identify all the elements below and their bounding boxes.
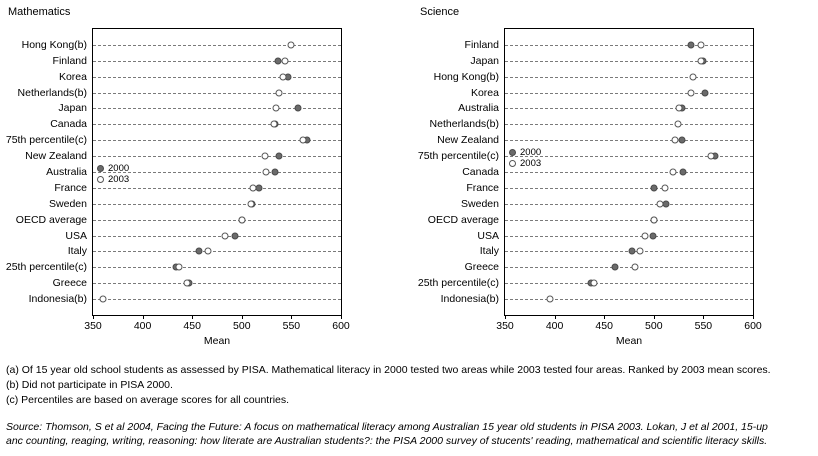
x-axis-title: Mean [203, 335, 231, 347]
footnote-b: (b) Did not participate in PISA 2000. [6, 379, 173, 391]
x-axis-title: Mean [615, 335, 643, 347]
gridline [93, 77, 341, 78]
category-label: Sweden [49, 197, 87, 210]
data-point-2003 [221, 232, 228, 239]
data-point-2003 [688, 89, 695, 96]
gridline [93, 93, 341, 94]
gridline [93, 45, 341, 46]
gridline [505, 204, 753, 205]
x-tick [341, 315, 342, 319]
source-line-2: anc counting, reaging, writing, reasoning: how literate are Australian students?: the PISA 2000 survey of stucents' reading, mathematical and scientific literacy skills. [6, 435, 768, 447]
data-point-2003 [708, 153, 715, 160]
category-label: OECD average [427, 213, 499, 226]
data-point-2003 [641, 232, 648, 239]
gridline [93, 267, 341, 268]
data-point-2003 [636, 248, 643, 255]
data-point-2003 [205, 248, 212, 255]
legend-label: 2003 [520, 158, 542, 170]
data-point-2003 [674, 121, 681, 128]
category-label: Hong Kong(b) [433, 70, 499, 83]
data-point-2003 [184, 280, 191, 287]
data-point-2003 [262, 169, 269, 176]
category-label: Greece [52, 277, 87, 290]
data-point-2000 [688, 41, 695, 48]
gridline [505, 108, 753, 109]
legend-item [509, 158, 541, 169]
data-point-2000 [271, 169, 278, 176]
chart-title-mathematics: Mathematics [8, 6, 71, 18]
data-point-2003 [247, 200, 254, 207]
gridline [93, 251, 341, 252]
gridline [505, 236, 753, 237]
gridline [505, 124, 753, 125]
category-label: Italy [479, 245, 499, 258]
category-label: Finland [52, 54, 87, 67]
category-label: OECD average [15, 213, 87, 226]
x-tick [753, 315, 754, 319]
category-label: Italy [67, 245, 87, 258]
category-label: New Zealand [25, 150, 87, 163]
x-tick [93, 315, 94, 319]
category-label: 75th percentile(c) [5, 134, 87, 147]
category-label: Australia [458, 102, 499, 115]
data-point-2000 [275, 153, 282, 160]
gridline [93, 299, 341, 300]
data-point-2000 [612, 264, 619, 271]
gridline [505, 283, 753, 284]
gridline [505, 93, 753, 94]
data-point-2003 [300, 137, 307, 144]
data-point-2000 [649, 232, 656, 239]
category-label: 25th percentile(c) [417, 277, 499, 290]
legend-marker-2003-icon [509, 160, 516, 167]
x-tick-label: 600 [744, 320, 762, 332]
data-point-2000 [231, 232, 238, 239]
category-label: Netherlands(b) [17, 86, 87, 99]
category-label: Canada [462, 166, 499, 178]
data-point-2003 [650, 216, 657, 223]
data-point-2000 [196, 248, 203, 255]
footnotes [6, 363, 812, 408]
legend-item [97, 163, 129, 174]
category-label: Australia [46, 166, 87, 178]
gridline [93, 172, 341, 173]
legend-marker-2000-icon [97, 165, 104, 172]
source-label: Source: [6, 421, 43, 433]
data-point-2003 [261, 153, 268, 160]
data-point-2003 [238, 216, 245, 223]
gridline [505, 140, 753, 141]
category-label: Greece [464, 261, 499, 274]
x-tick-label: 350 [496, 320, 514, 332]
gridline [93, 236, 341, 237]
x-tick-label: 500 [233, 320, 251, 332]
data-point-2003 [669, 169, 676, 176]
x-tick [555, 315, 556, 319]
legend-marker-2003-icon [97, 176, 104, 183]
data-point-2000 [628, 248, 635, 255]
data-point-2000 [255, 184, 262, 191]
data-point-2003 [690, 73, 697, 80]
category-label: 75th percentile(c) [417, 150, 499, 163]
data-point-2003 [591, 280, 598, 287]
data-point-2003 [671, 137, 678, 144]
gridline [505, 188, 753, 189]
x-tick-label: 450 [183, 320, 201, 332]
data-point-2003 [280, 73, 287, 80]
x-tick-label: 400 [545, 320, 564, 332]
chart-panel-mathematics [0, 0, 400, 350]
data-point-2003 [661, 184, 668, 191]
category-label: France [54, 181, 87, 194]
legend-marker-2000-icon [509, 149, 516, 156]
x-tick [505, 315, 506, 319]
category-label: New Zealand [437, 134, 499, 147]
data-point-2000 [650, 184, 657, 191]
gridline [505, 172, 753, 173]
gridline [93, 156, 341, 157]
x-tick-label: 400 [133, 320, 152, 332]
data-point-2003 [282, 57, 289, 64]
data-point-2000 [295, 105, 302, 112]
category-label: Indonesia(b) [440, 293, 499, 306]
legend-item [97, 174, 129, 185]
gridline [93, 220, 341, 221]
category-label: France [466, 181, 499, 194]
data-point-2000 [679, 169, 686, 176]
data-point-2003 [272, 105, 279, 112]
data-point-2003 [276, 89, 283, 96]
x-tick-label: 600 [332, 320, 350, 332]
source-line-1: Thomson, S et al 2004, Facing the Future: A focus on mathematical literacy among Australian 15 year old students in PISA 2003. Lokan, J et al 2001, 15-up [45, 421, 768, 433]
legend-label: 2000 [108, 163, 130, 174]
x-tick [604, 315, 605, 319]
gridline [505, 45, 753, 46]
data-point-2000 [702, 89, 709, 96]
x-tick [242, 315, 243, 319]
category-label: Hong Kong(b) [21, 38, 87, 51]
data-point-2003 [270, 121, 277, 128]
gridline [93, 204, 341, 205]
data-point-2000 [274, 57, 281, 64]
gridline [93, 124, 341, 125]
footnote-a: (a) Of 15 year old school students as assessed by PISA. Mathematical literacy in 2000 tested two areas while 2003 tested four areas. Ranked by 2003 mean scores. [6, 364, 771, 376]
data-point-2000 [678, 137, 685, 144]
category-label: Netherlands(b) [429, 118, 499, 131]
legend [97, 163, 129, 185]
legend-label: 2003 [108, 174, 130, 185]
data-point-2003 [99, 296, 106, 303]
category-label: Japan [58, 102, 87, 115]
chart-panel-science [412, 0, 812, 350]
category-label: 25th percentile(c) [5, 261, 87, 274]
data-point-2003 [656, 200, 663, 207]
x-tick [192, 315, 193, 319]
x-tick [291, 315, 292, 319]
x-tick-label: 450 [595, 320, 613, 332]
category-label: Japan [470, 54, 499, 67]
category-label: Korea [58, 70, 87, 83]
gridline [93, 283, 341, 284]
footnote-c: (c) Percentiles are based on average scores for all countries. [6, 394, 290, 406]
x-tick [654, 315, 655, 319]
x-tick-label: 550 [282, 320, 301, 332]
gridline [93, 61, 341, 62]
data-point-2003 [698, 41, 705, 48]
category-label: USA [65, 229, 87, 242]
source-note [6, 420, 812, 448]
category-label: Finland [464, 38, 499, 51]
data-point-2003 [288, 41, 295, 48]
gridline [93, 108, 341, 109]
data-point-2000 [662, 200, 669, 207]
x-tick [143, 315, 144, 319]
gridline [93, 188, 341, 189]
x-tick [703, 315, 704, 319]
legend-item [509, 147, 541, 158]
legend-label: 2000 [520, 147, 542, 159]
plot-area-mathematics [5, 28, 350, 347]
gridline [505, 77, 753, 78]
x-tick-label: 500 [645, 320, 663, 332]
gridline [505, 220, 753, 221]
category-label: Sweden [461, 197, 499, 210]
x-tick-label: 550 [694, 320, 713, 332]
data-point-2003 [546, 296, 553, 303]
category-label: Canada [50, 118, 87, 131]
category-label: Korea [470, 86, 499, 99]
data-point-2003 [176, 264, 183, 271]
category-label: USA [477, 229, 499, 242]
data-point-2003 [249, 184, 256, 191]
x-tick-label: 350 [84, 320, 102, 332]
data-point-2003 [675, 105, 682, 112]
plot-area-science [417, 28, 762, 347]
legend [509, 147, 541, 169]
data-point-2003 [698, 57, 705, 64]
data-point-2003 [631, 264, 638, 271]
gridline [505, 61, 753, 62]
category-label: Indonesia(b) [28, 293, 87, 306]
gridline [505, 299, 753, 300]
gridline [505, 267, 753, 268]
chart-title-science: Science [420, 6, 460, 18]
